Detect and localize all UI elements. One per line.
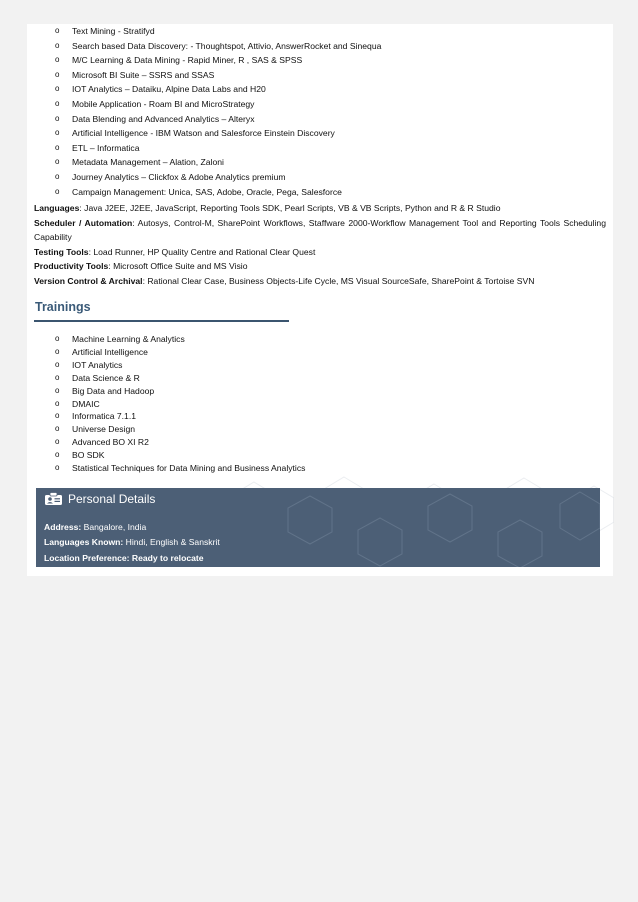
technology-item-text: Mobile Application - Roam BI and MicroStrategy [72, 98, 255, 109]
bullet-marker: o [55, 424, 60, 434]
testing-tools-label: Testing Tools [34, 246, 89, 257]
bullet-marker: o [55, 26, 60, 35]
bullet-marker: o [55, 334, 60, 343]
address-line [44, 520, 220, 535]
personal-details-header [44, 492, 155, 507]
technology-item-text: Artificial Intelligence - IBM Watson and Salesforce Einstein Discovery [72, 128, 335, 139]
bullet-marker: o [55, 385, 60, 395]
version-control-value: : Rational Clear Case, Business Objects-Life Cycle, MS Visual SourceSafe, SharePoint & Tortoise SVN [142, 275, 535, 286]
trainings-heading: Trainings [35, 300, 91, 314]
training-item-text: BO SDK [72, 450, 105, 461]
technology-item-text: Search based Data Discovery: - Thoughtspot, Attivio, AnswerRocket and Sinequa [72, 40, 382, 51]
technology-item-text: ETL – Informatica [72, 142, 140, 153]
training-item-text: Universe Design [72, 424, 136, 435]
scheduler-value: : Autosys, Control-M, SharePoint Workflows, Staffware 2000-Workflow Management Tool and Reporting Tools Scheduling Capability [34, 217, 606, 243]
bullet-marker: o [55, 113, 60, 123]
technology-item [34, 141, 381, 156]
bullet-marker: o [55, 411, 60, 421]
languages-known-value: Hindi, English & Sanskrit [123, 537, 220, 548]
technology-item-text: Data Blending and Advanced Analytics – Alteryx [72, 113, 255, 124]
location-preference-line [44, 551, 220, 566]
scheduler-line [34, 216, 606, 245]
languages-label: Languages [34, 203, 80, 213]
version-control-label: Version Control & Archival [34, 275, 143, 286]
training-item [34, 385, 305, 398]
bullet-marker: o [55, 372, 60, 382]
bullet-marker: o [55, 84, 60, 94]
technology-item-text: IOT Analytics – Dataiku, Alpine Data Labs and H20 [72, 84, 266, 95]
technology-item [34, 24, 381, 39]
training-item [34, 449, 305, 462]
productivity-tools-line [34, 259, 606, 274]
technology-item [34, 53, 381, 68]
training-item [34, 346, 305, 359]
training-item [34, 333, 305, 346]
version-control-line [34, 274, 606, 289]
location-preference-label: Location Preference: Ready to relocate [44, 552, 204, 563]
bullet-marker: o [55, 463, 60, 473]
bullet-marker: o [55, 171, 60, 181]
bullet-marker: o [55, 40, 60, 50]
training-item-text: Informatica 7.1.1 [72, 411, 137, 422]
address-value: Bangalore, India [81, 522, 147, 532]
training-item [34, 359, 305, 372]
technology-bullet-list [34, 24, 381, 199]
training-item [34, 410, 305, 423]
resume-page [27, 24, 613, 576]
bullet-marker: o [55, 55, 60, 65]
technology-item-text: Journey Analytics – Clickfox & Adobe Analytics premium [72, 171, 286, 182]
address-label: Address: [44, 522, 82, 532]
technology-item [34, 155, 381, 170]
technology-item-text: Text Mining - Stratifyd [72, 26, 155, 36]
bullet-marker: o [55, 359, 60, 369]
training-item-text: Big Data and Hadoop [72, 385, 155, 396]
training-item [34, 423, 305, 436]
panel-hexagon-decoration [270, 488, 600, 567]
technology-item-text: Microsoft BI Suite – SSRS and SSAS [72, 69, 215, 80]
productivity-tools-label: Productivity Tools [34, 261, 109, 272]
bullet-marker: o [55, 398, 60, 408]
bullet-marker: o [55, 69, 60, 79]
technology-item [34, 82, 381, 97]
technology-item [34, 126, 381, 141]
id-card-icon [44, 492, 63, 506]
training-item-text: Advanced BO XI R2 [72, 437, 149, 448]
training-item [34, 398, 305, 411]
languages-line [34, 201, 606, 216]
bullet-marker: o [55, 142, 60, 152]
languages-value: : Java J2EE, J2EE, JavaScript, Reporting Tools SDK, Pearl Scripts, VB & VB Scripts, Python and R & R Studio [79, 203, 501, 213]
bullet-marker: o [55, 450, 60, 460]
technology-item [34, 68, 381, 83]
technology-item [34, 112, 381, 127]
personal-details-title: Personal Details [68, 492, 156, 506]
productivity-tools-value: : Microsoft Office Suite and MS Visio [108, 261, 248, 272]
technology-item-text: Metadata Management – Alation, Zaloni [72, 157, 224, 168]
technology-item [34, 185, 381, 200]
trainings-bullet-list [34, 333, 305, 475]
bullet-marker: o [55, 98, 60, 108]
trainings-divider [34, 320, 289, 322]
scheduler-label: Scheduler / Automation [34, 217, 133, 228]
bullet-marker: o [55, 128, 60, 138]
training-item [34, 372, 305, 385]
bullet-marker: o [55, 157, 60, 167]
languages-known-line [44, 535, 220, 550]
technology-item [34, 97, 381, 112]
training-item-text: Data Science & R [72, 372, 140, 383]
technology-item-text: M/C Learning & Data Mining - Rapid Miner, R , SAS & SPSS [72, 55, 303, 66]
personal-details-lines [44, 520, 220, 566]
languages-known-label: Languages Known: [44, 537, 124, 548]
training-item-text: DMAIC [72, 398, 100, 409]
skills-block [34, 201, 606, 289]
training-item [34, 436, 305, 449]
bullet-marker: o [55, 186, 60, 196]
technology-item [34, 170, 381, 185]
training-item-text: Artificial Intelligence [72, 346, 148, 357]
testing-tools-line [34, 245, 606, 260]
bullet-marker: o [55, 346, 60, 356]
technology-item-text: Campaign Management: Unica, SAS, Adobe, Oracle, Pega, Salesforce [72, 186, 342, 197]
training-item-text: IOT Analytics [72, 359, 123, 370]
bullet-marker: o [55, 437, 60, 447]
technology-item [34, 39, 381, 54]
training-item-text: Machine Learning & Analytics [72, 334, 185, 344]
testing-tools-value: : Load Runner, HP Quality Centre and Rational Clear Quest [88, 246, 316, 257]
training-item-text: Statistical Techniques for Data Mining and Business Analytics [72, 463, 306, 474]
personal-details-panel [36, 488, 600, 567]
